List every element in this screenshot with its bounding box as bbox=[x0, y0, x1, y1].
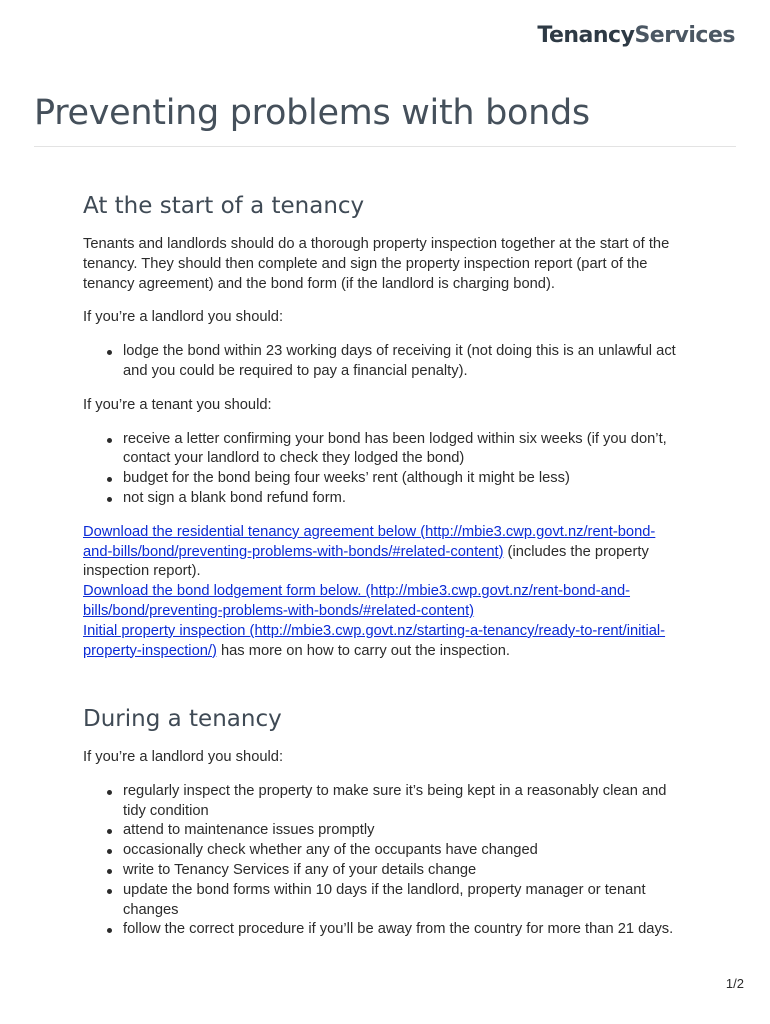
bullet-icon bbox=[107, 438, 112, 443]
list-item bbox=[83, 342, 683, 382]
start-intro-paragraph: Tenants and landlords should do a thorough property inspection together at the start of the tenancy. They should then complete and sign the property inspection report (part of the tenancy agreement) and the bond form (if the landlord is charging bond). bbox=[83, 236, 670, 292]
list-item-text: write to Tenancy Services if any of your details change bbox=[123, 861, 477, 878]
list-item-text: receive a letter confirming your bond has been lodged within six weeks (if you don’t, contact your landlord to check they lodged the bond) bbox=[123, 430, 667, 467]
bullet-icon bbox=[107, 889, 112, 894]
related-links bbox=[83, 523, 683, 662]
tenancy-agreement-link[interactable]: Download the residential tenancy agreement below (http://mbie3.cwp.govt.nz/rent-bond-and-bills/bond/preventing-problems-with-bonds/#related-content) bbox=[83, 523, 656, 560]
start-landlord-lead: If you’re a landlord you should: bbox=[83, 309, 284, 326]
page-title: Preventing problems with bonds bbox=[34, 93, 590, 133]
list-item bbox=[83, 821, 683, 841]
list-item bbox=[83, 782, 683, 822]
agreement-link-paragraph bbox=[83, 523, 683, 582]
bullet-icon bbox=[107, 477, 112, 482]
title-divider bbox=[34, 146, 736, 147]
lodgement-link-paragraph bbox=[83, 582, 683, 622]
bullet-icon bbox=[107, 350, 112, 355]
list-item-text: attend to maintenance issues promptly bbox=[123, 822, 375, 839]
start-landlord-list bbox=[83, 342, 683, 382]
section-heading-start: At the start of a tenancy bbox=[83, 193, 365, 219]
bullet-icon bbox=[107, 790, 112, 795]
list-item bbox=[83, 469, 683, 489]
list-item bbox=[83, 430, 683, 470]
list-item bbox=[83, 841, 683, 861]
bullet-icon bbox=[107, 849, 112, 854]
list-item bbox=[83, 920, 683, 940]
inspection-link-suffix: has more on how to carry out the inspection. bbox=[216, 642, 510, 659]
bullet-icon bbox=[107, 829, 112, 834]
list-item bbox=[83, 489, 683, 509]
bullet-icon bbox=[107, 497, 112, 502]
during-landlord-list bbox=[83, 782, 683, 940]
page-number: 1/2 bbox=[725, 976, 744, 991]
initial-inspection-link[interactable]: Initial property inspection (http://mbie3.cwp.govt.nz/starting-a-tenancy/ready-to-rent/initial-property-inspection/) bbox=[83, 622, 666, 659]
tenancy-services-logo bbox=[537, 22, 735, 50]
bullet-icon bbox=[107, 869, 112, 874]
start-tenant-list bbox=[83, 430, 683, 509]
start-tenant-lead: If you’re a tenant you should: bbox=[83, 396, 272, 413]
inspection-link-paragraph bbox=[83, 622, 683, 662]
list-item-text: follow the correct procedure if you’ll be away from the country for more than 21 days. bbox=[123, 921, 674, 938]
section-heading-during: During a tenancy bbox=[83, 706, 282, 732]
logo-word-tenancy: Tenancy bbox=[537, 23, 635, 48]
list-item-text: not sign a blank bond refund form. bbox=[123, 489, 346, 506]
bond-lodgement-form-link[interactable]: Download the bond lodgement form below. (http://mbie3.cwp.govt.nz/rent-bond-and-bills/bond/preventing-problems-with-bonds/#related-content) bbox=[83, 583, 631, 619]
section-start-of-tenancy bbox=[83, 191, 683, 661]
list-item-text: budget for the bond being four weeks’ rent (although it might be less) bbox=[123, 470, 570, 487]
list-item-text: lodge the bond within 23 working days of receiving it (not doing this is an unlawful act and you could be required to pay a financial penalty). bbox=[123, 343, 676, 379]
during-landlord-lead: If you’re a landlord you should: bbox=[83, 749, 284, 765]
list-item-text: update the bond forms within 10 days if the landlord, property manager or tenant changes bbox=[123, 881, 646, 918]
section-during-tenancy bbox=[83, 704, 683, 954]
list-item-text: occasionally check whether any of the occupants have changed bbox=[123, 842, 538, 859]
logo-word-services: Services bbox=[634, 23, 735, 48]
list-item bbox=[83, 881, 683, 921]
agreement-link-suffix: (includes the property inspection report). bbox=[83, 543, 649, 580]
list-item-text: regularly inspect the property to make sure it’s being kept in a reasonably clean and tidy condition bbox=[123, 782, 667, 819]
bullet-icon bbox=[107, 928, 112, 933]
list-item bbox=[83, 861, 683, 881]
